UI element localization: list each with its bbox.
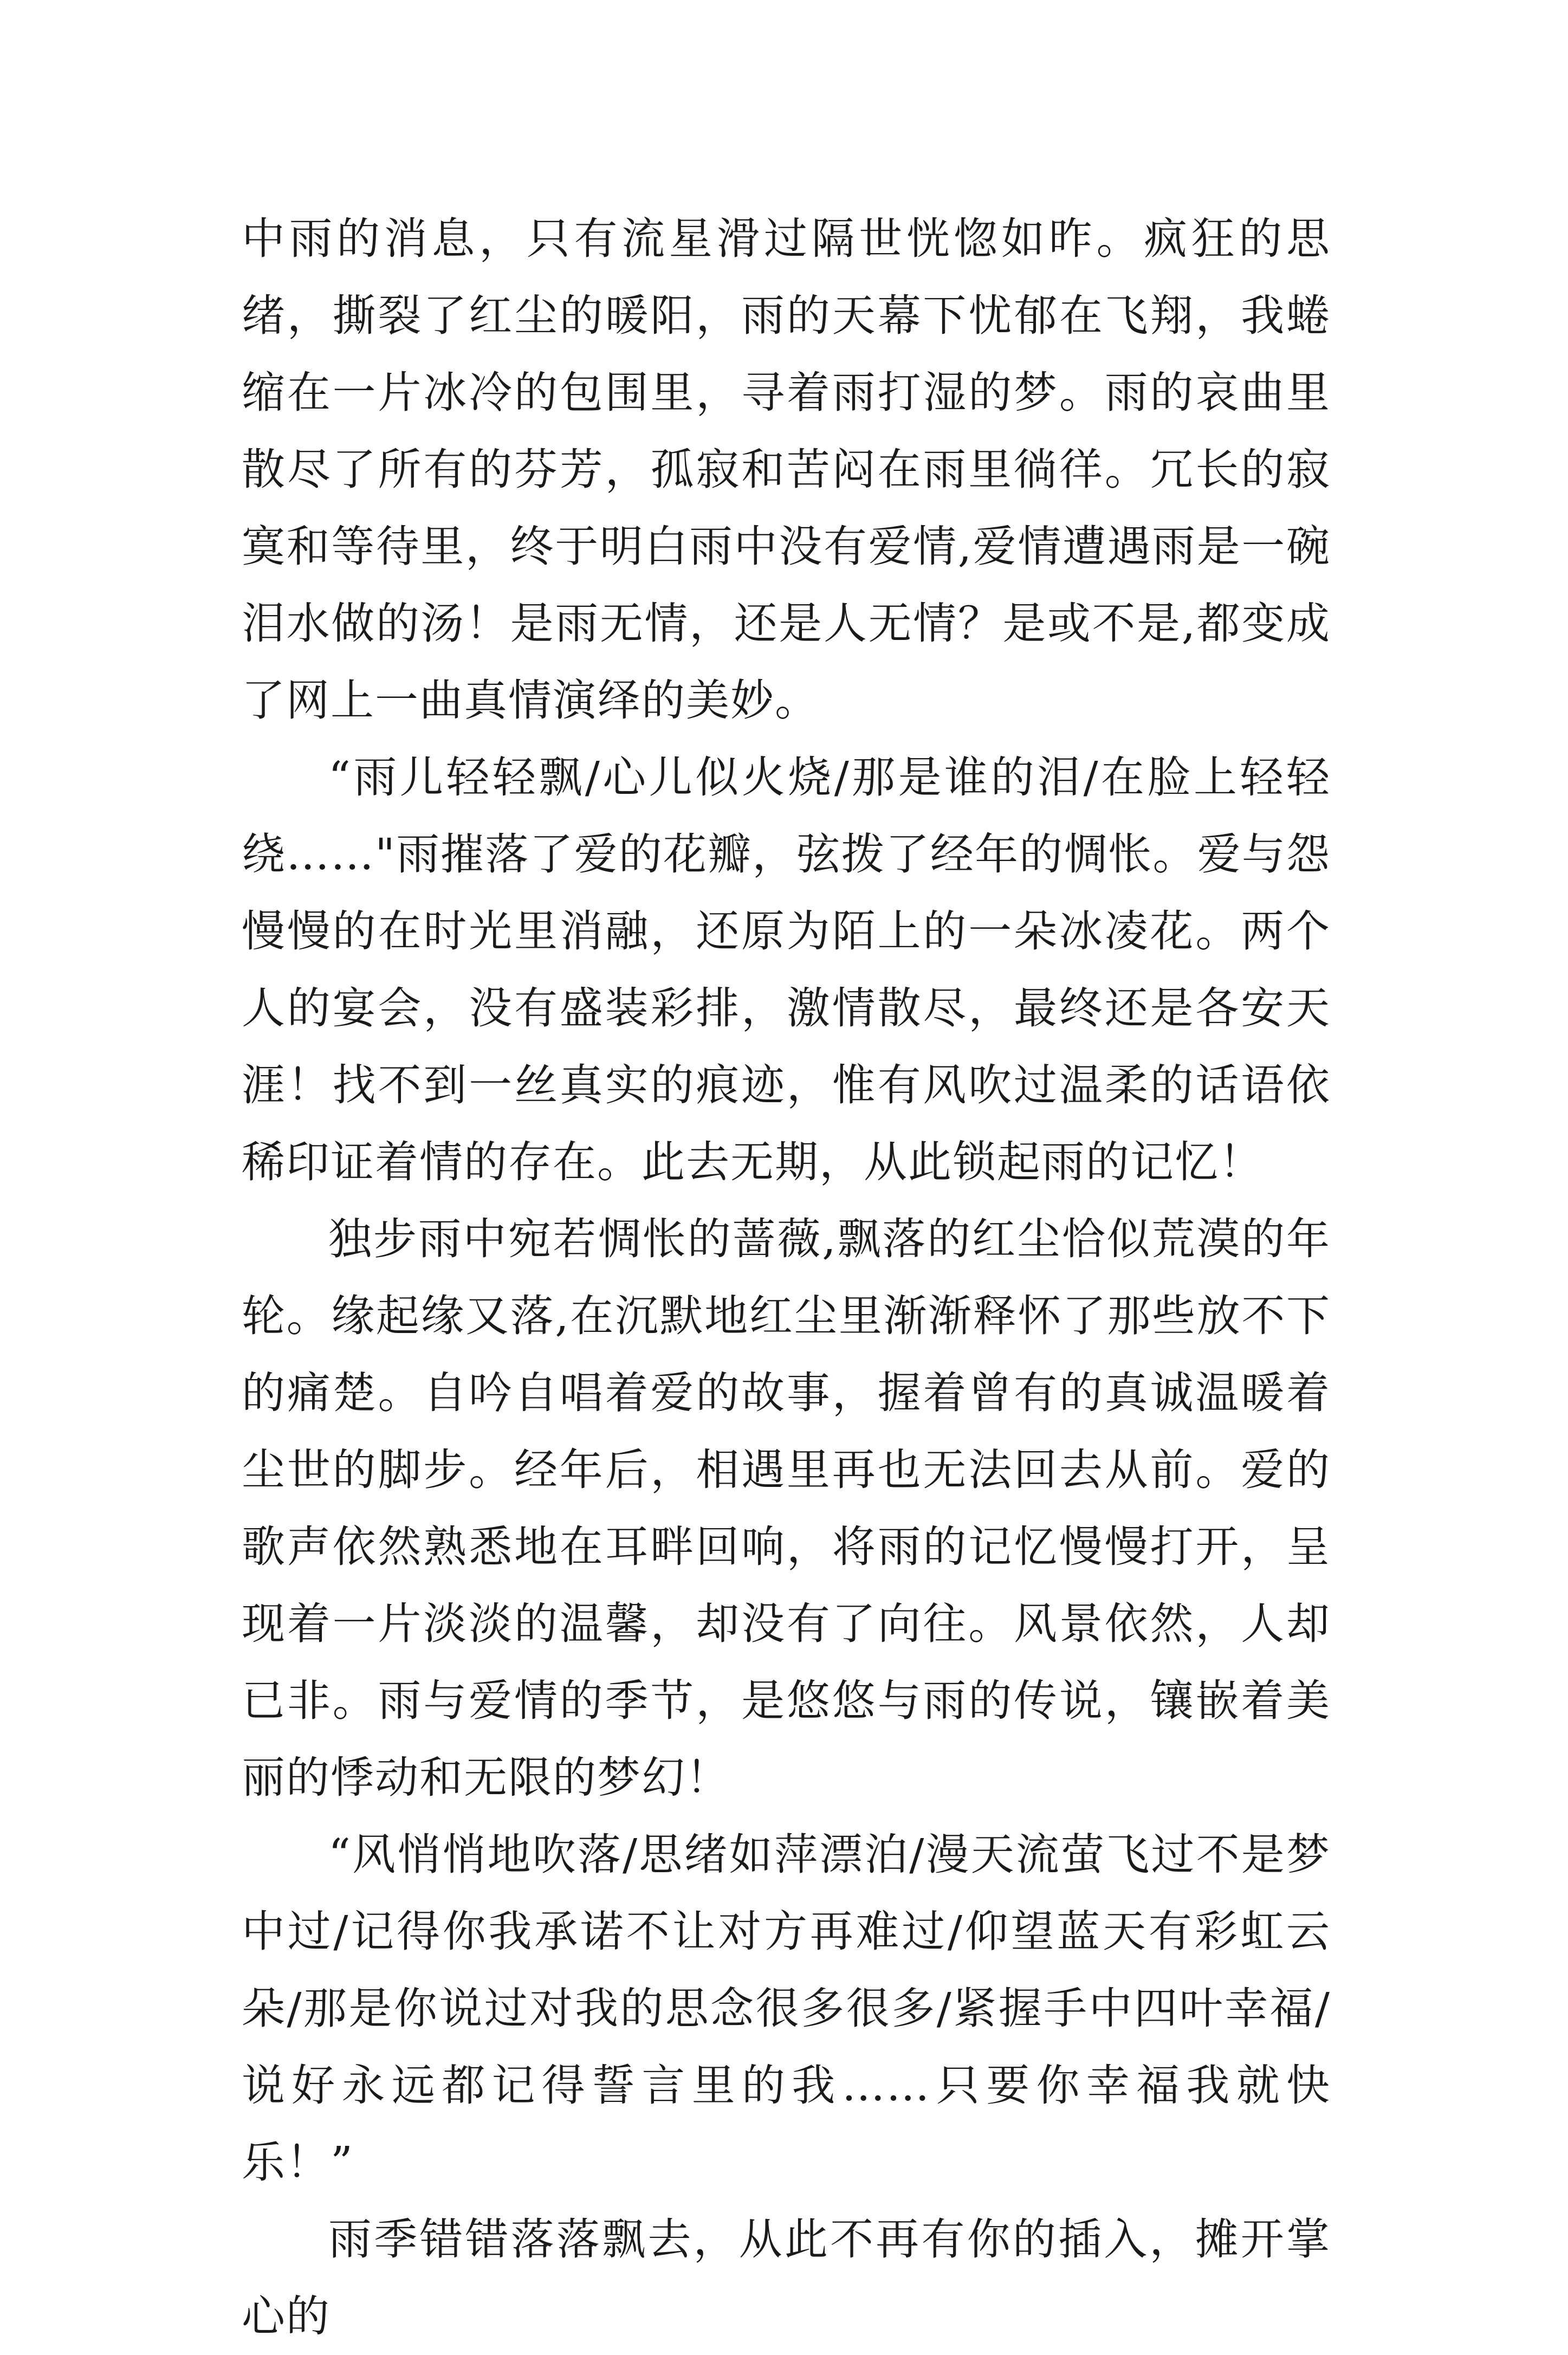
- paragraph-5: 雨季错错落落飘去，从此不再有你的插入，摊开掌心的: [242, 2214, 1331, 2341]
- paragraph-4: “风悄悄地吹落/思绪如萍漂泊/漫天流萤飞过不是梦中过/记得你我承诺不让对方再难过/仰望蓝天有彩虹云朵/那是你说过对我的思念很多很多/紧握手中四叶幸福/说好永远都记得誓言里的我……只要你幸福我就快乐！”: [242, 1829, 1331, 2188]
- paragraph-1: 中雨的消息，只有流星滑过隔世恍惚如昨。疯狂的思绪，撕裂了红尘的暖阳，雨的天幕下忧郁在飞翔，我蜷缩在一片冰冷的包围里，寻着雨打湿的梦。雨的哀曲里散尽了所有的芬芳，孤寂和苦闷在雨里徜徉。冗长的寂寞和等待里，终于明白雨中没有爱情,爱情遭遇雨是一碗泪水做的汤！是雨无情，还是人无情？是或不是,都变成了网上一曲真情演绎的美妙。: [242, 213, 1331, 726]
- paragraph-2: “雨儿轻轻飘/心儿似火烧/那是谁的泪/在脸上轻轻绕……"雨摧落了爱的花瓣，弦拨了经年的惆怅。爱与怨慢慢的在时光里消融，还原为陌上的一朵冰凌花。两个人的宴会，没有盛装彩排，激情散尽，最终还是各安天涯！找不到一丝真实的痕迹，惟有风吹过温柔的话语依稀印证着情的存在。此去无期，从此锁起雨的记忆！: [242, 752, 1331, 1187]
- document-body: [242, 200, 1331, 2355]
- paragraph-3: 独步雨中宛若惆怅的蔷薇,飘落的红尘恰似荒漠的年轮。缘起缘又落,在沉默地红尘里渐渐释怀了那些放不下的痛楚。自吟自唱着爱的故事，握着曾有的真诚温暖着尘世的脚步。经年后，相遇里再也无法回去从前。爱的歌声依然熟悉地在耳畔回响，将雨的记忆慢慢打开，呈现着一片淡淡的温馨，却没有了向往。风景依然，人却已非。雨与爱情的季节，是悠悠与雨的传说，镶嵌着美丽的悸动和无限的梦幻！: [242, 1214, 1331, 1803]
